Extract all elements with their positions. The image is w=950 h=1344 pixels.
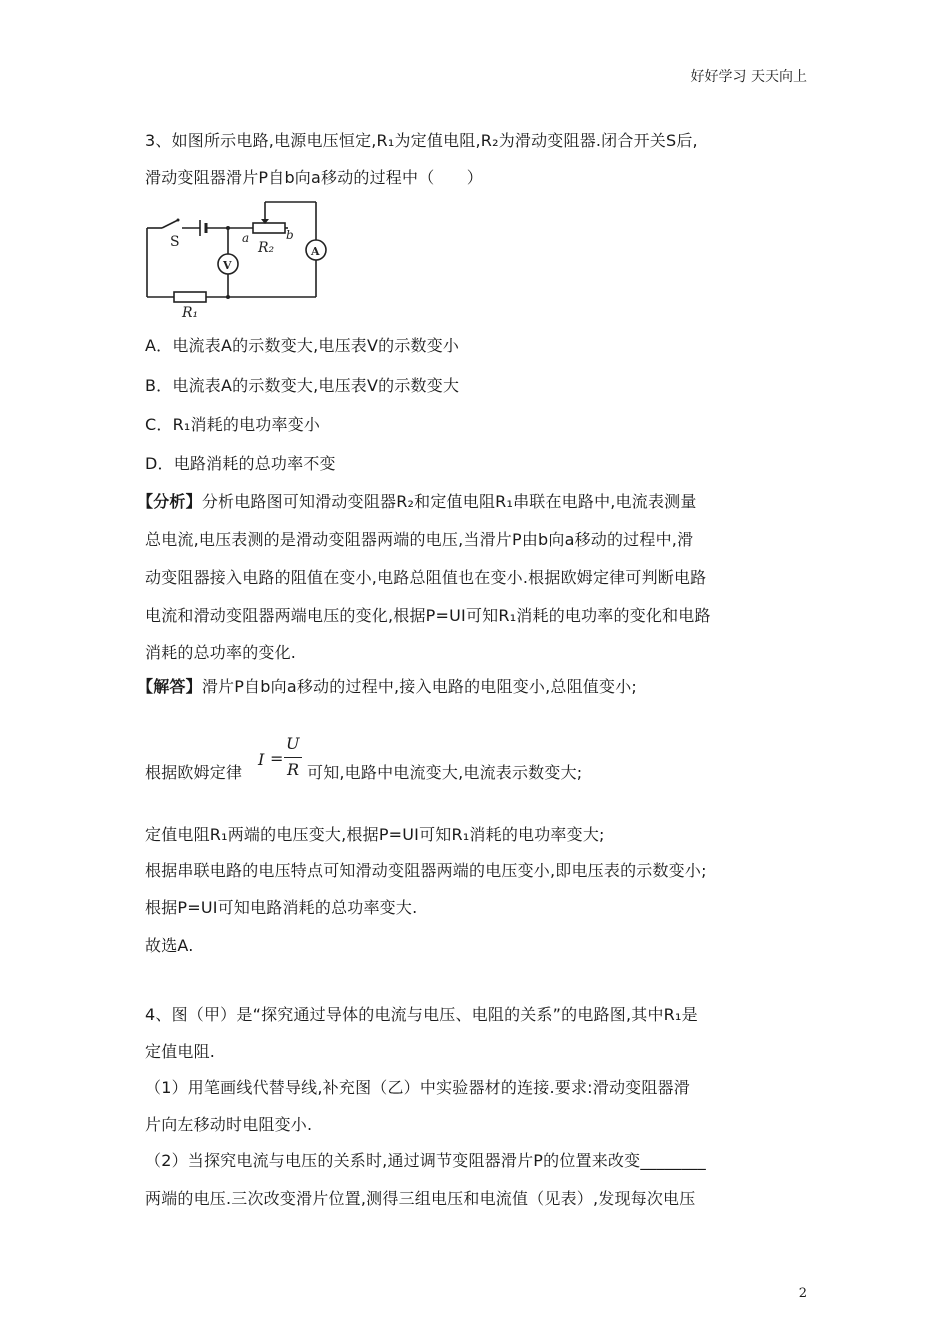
ohm-law-suffix: 可知,电路中电流变大,电流表示数变大; — [307, 763, 583, 782]
analysis-text1: 分析电路图可知滑动变阻器R₂和定值电阻R₁串联在电路中,电流表测量 — [201, 492, 697, 511]
page-number: 2 — [798, 1286, 807, 1301]
option-b: B．电流表A的示数变大,电压表V的示数变大 — [145, 376, 460, 395]
answer-label: 【解答】 — [137, 677, 202, 696]
formula-den: R — [287, 760, 300, 779]
ohm-law-prefix: 根据欧姆定律 — [145, 763, 243, 782]
formula-eq: = — [270, 749, 284, 768]
switch-blade — [162, 220, 178, 228]
analysis-line5: 消耗的总功率的变化. — [145, 643, 297, 662]
analysis-line3: 动变阻器接入电路的阻值在变小,电路总阻值也在变小.根据欧姆定律可判断电路 — [145, 568, 707, 587]
r2-label: R₂ — [258, 240, 275, 256]
formula-num: U — [286, 734, 300, 753]
option-a: A．电流表A的示数变大,电压表V的示数变小 — [145, 336, 460, 355]
resistor-r1 — [174, 292, 206, 302]
answer-line4: 根据串联电路的电压特点可知滑动变阻器两端的电压变小,即电压表的示数变小; — [145, 861, 707, 880]
analysis-line2: 总电流,电压表测的是滑动变阻器两端的电压,当滑片P由b向a移动的过程中,滑 — [145, 530, 694, 549]
answer-text1: 滑片P自b向a移动的过程中,接入电路的电阻变小,总阻值变小; — [201, 677, 637, 696]
option-d: D．电路消耗的总功率不变 — [145, 454, 336, 473]
q4-line4: 片向左移动时电阻变小. — [145, 1115, 313, 1134]
formula-lhs: I — [258, 750, 265, 769]
analysis-line1 — [137, 489, 697, 512]
answer-line6: 故选A. — [145, 936, 194, 955]
q4-line2: 定值电阻. — [145, 1042, 216, 1061]
q3-stem-line1: 3、如图所示电路,电源电压恒定,R₁为定值电阻,R₂为滑动变阻器.闭合开关S后, — [145, 131, 698, 150]
q4-line3: （1）用笔画线代替导线,补充图（乙）中实验器材的连接.要求:滑动变阻器滑 — [145, 1078, 690, 1097]
ammeter-label: A — [311, 245, 320, 258]
answer-line3: 定值电阻R₁两端的电压变大,根据P=UI可知R₁消耗的电功率变大; — [145, 825, 605, 844]
option-c: C．R₁消耗的电功率变小 — [145, 415, 321, 434]
analysis-line4: 电流和滑动变阻器两端电压的变化,根据P=UI可知R₁消耗的电功率的变化和电路 — [145, 606, 711, 625]
answer-line1 — [137, 674, 637, 697]
terminal-b-label: b — [286, 228, 294, 242]
rheostat-r2 — [253, 223, 285, 233]
voltmeter-label: V — [223, 259, 232, 272]
q3-stem-line2: 滑动变阻器滑片P自b向a移动的过程中（ ） — [145, 168, 484, 187]
answer-line5: 根据P=UI可知电路消耗的总功率变大. — [145, 898, 418, 917]
r1-label: R₁ — [182, 305, 199, 321]
circuit-diagram — [140, 192, 340, 322]
q4-line5: （2）当探究电流与电压的关系时,通过调节变阻器滑片P的位置来改变________ — [145, 1151, 706, 1170]
terminal-a-label: a — [242, 231, 250, 245]
switch-label: S — [170, 234, 180, 250]
analysis-label: 【分析】 — [137, 492, 202, 511]
q4-line6: 两端的电压.三次改变滑片位置,测得三组电压和电流值（见表）,发现每次电压 — [145, 1189, 696, 1208]
q4-line1: 4、图（甲）是“探究通过导体的电流与电压、电阻的关系”的电路图,其中R₁是 — [145, 1005, 698, 1024]
page-header: 好好学习 天天向上 — [690, 69, 807, 85]
